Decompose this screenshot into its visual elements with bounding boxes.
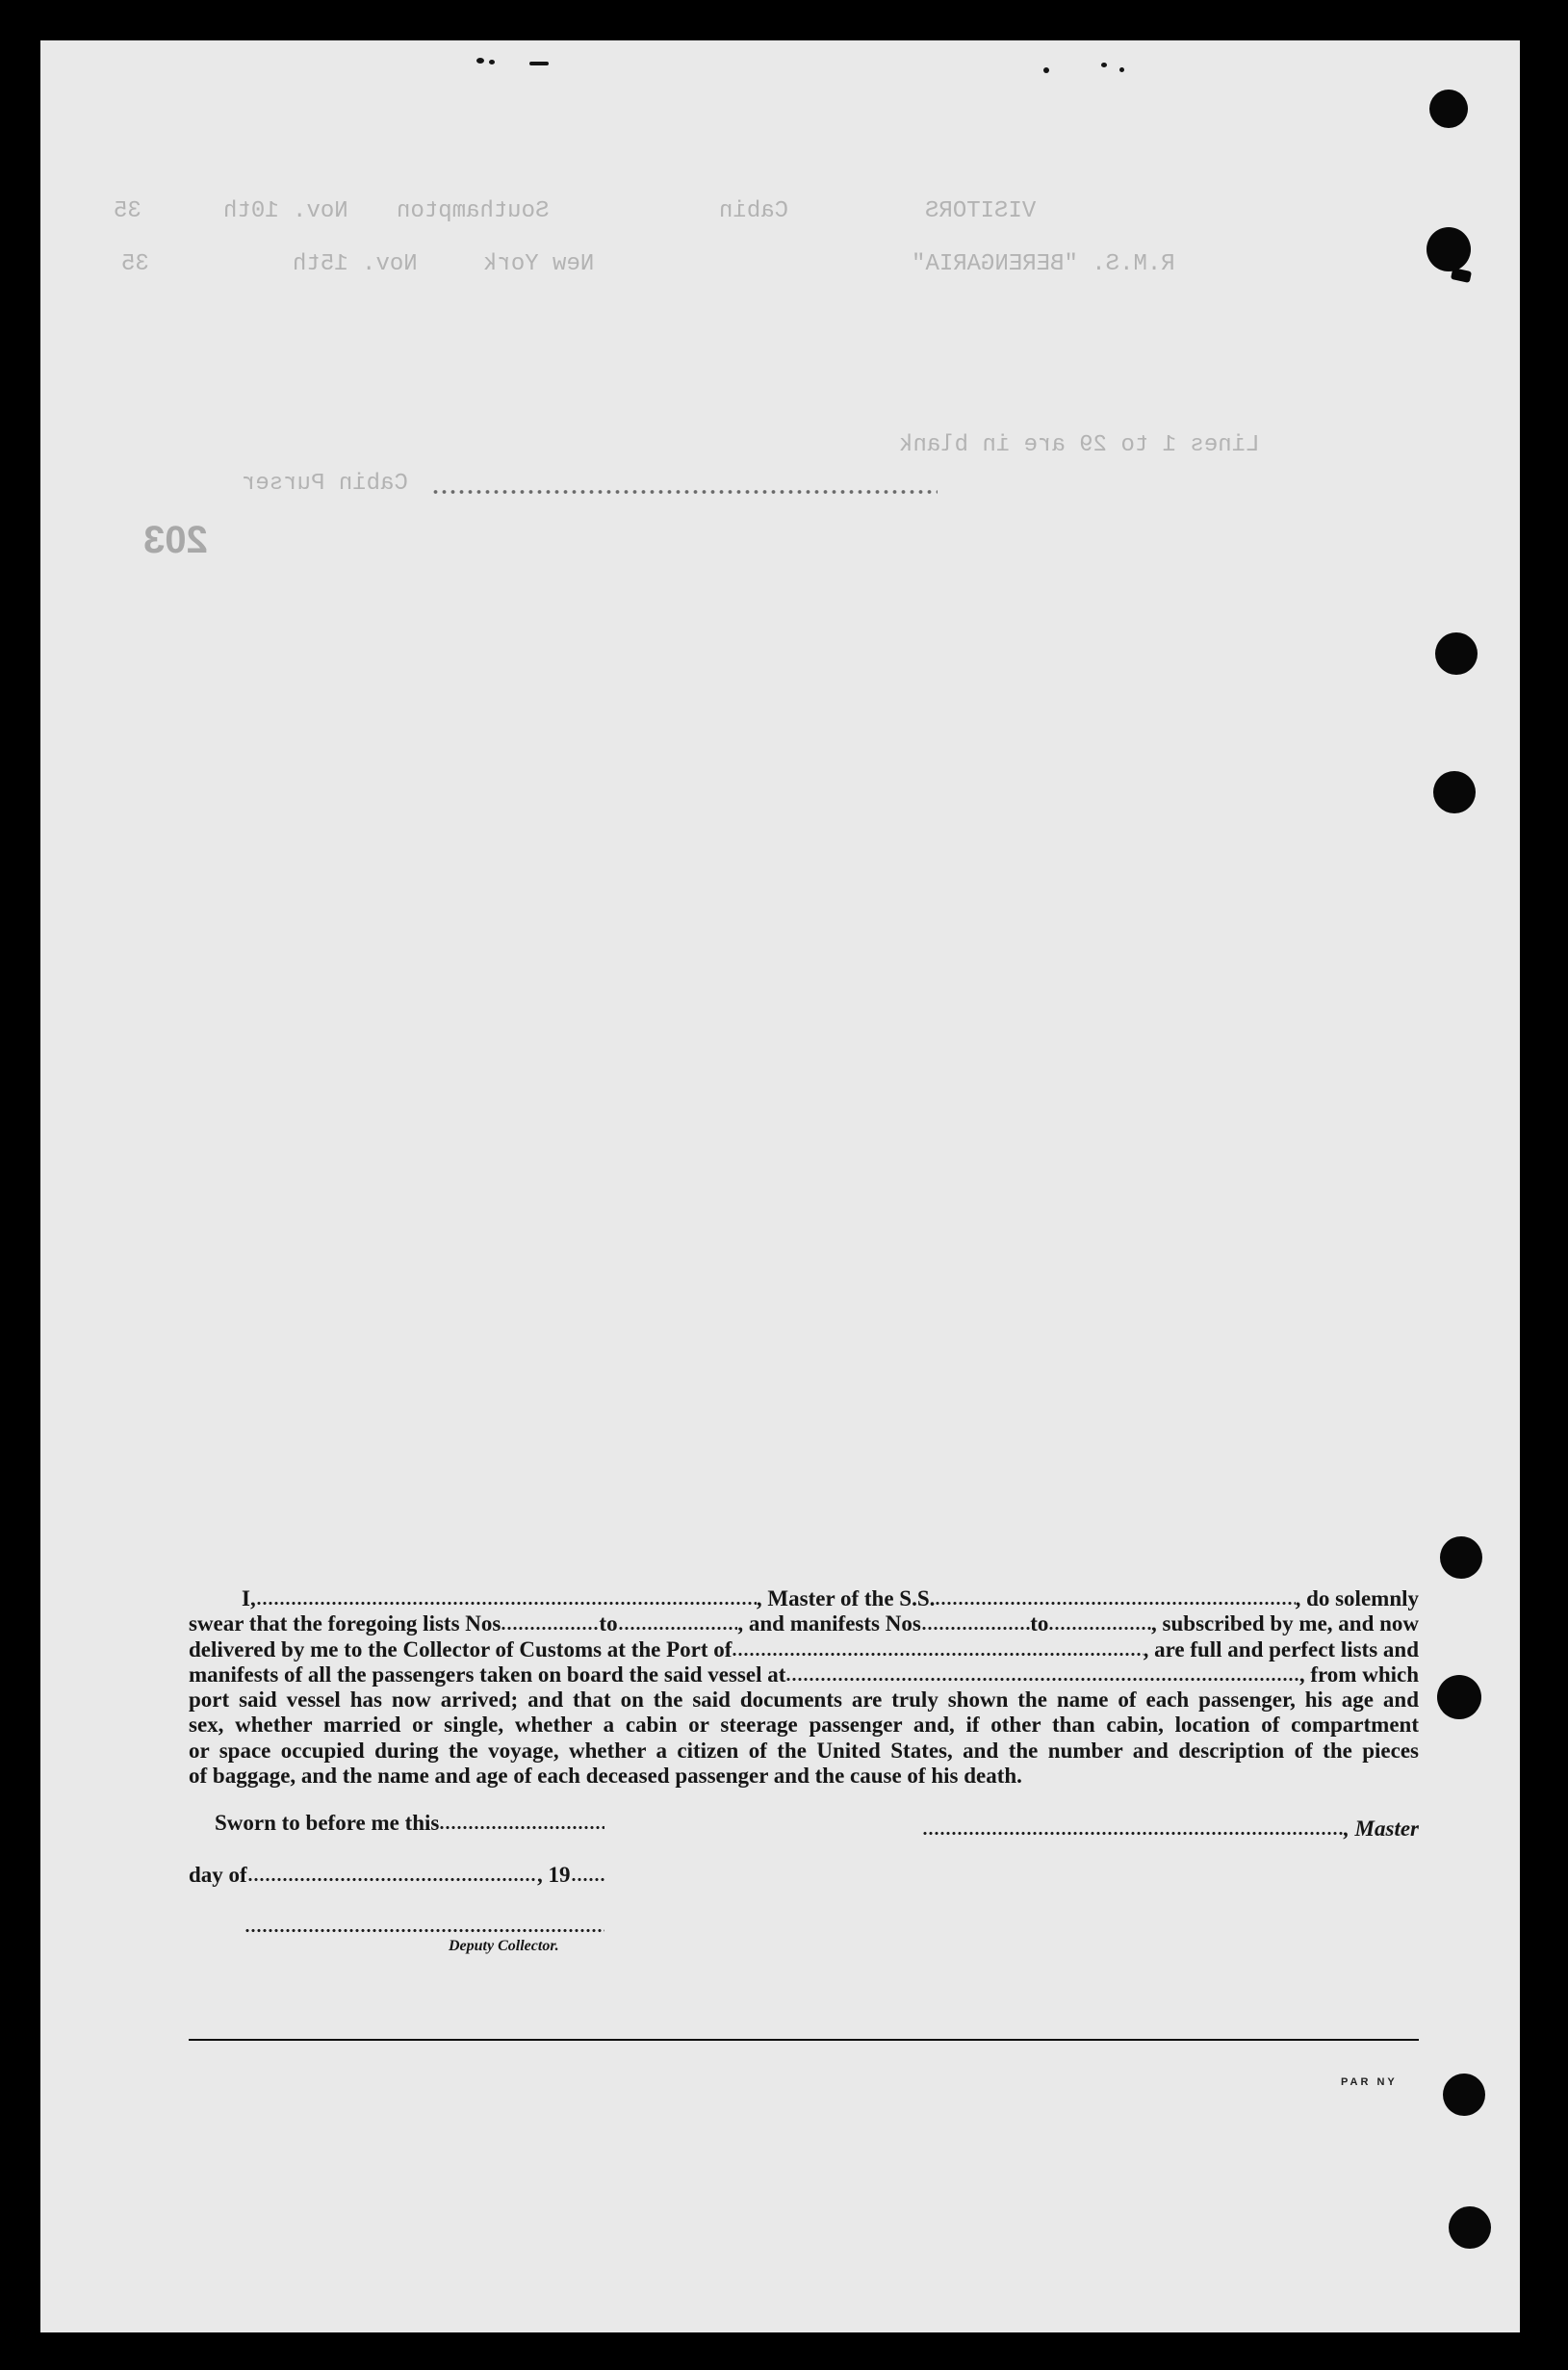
oath-text: delivered by me to the Collector of Customs at the Port of xyxy=(189,1636,733,1662)
bleed-signature-title: Cabin Purser xyxy=(242,471,408,497)
ink-speck xyxy=(476,58,484,64)
blank-field xyxy=(439,1816,604,1830)
ink-speck xyxy=(1119,67,1124,72)
oath-text: , Master of the S.S. xyxy=(756,1586,936,1610)
punch-hole xyxy=(1429,90,1468,128)
punch-hole xyxy=(1437,1675,1481,1719)
deputy-collector-label: Deputy Collector. xyxy=(449,1938,559,1954)
ink-speck xyxy=(1043,67,1049,73)
bleed-vessel-name: R.M.S. "BERENGARIA" xyxy=(912,251,1175,277)
punch-hole xyxy=(1449,2206,1491,2249)
punch-hole xyxy=(1427,227,1471,271)
paper-sheet xyxy=(40,40,1520,2332)
hole-tear xyxy=(1451,268,1472,283)
ink-speck xyxy=(1101,63,1107,67)
bleed-cabin: Cabin xyxy=(719,198,789,224)
oath-text: , subscribed by me, and now xyxy=(1151,1611,1420,1636)
bleed-departure-port: Southampton xyxy=(397,198,550,224)
master-signature-row xyxy=(922,1816,1419,1842)
horizontal-rule xyxy=(189,2039,1419,2041)
bleed-departure-date: Nov. 10th xyxy=(223,198,348,224)
punch-hole xyxy=(1433,771,1476,813)
oath-text: , do solemnly xyxy=(1295,1586,1419,1610)
oath-line xyxy=(189,1586,1419,1611)
oath-text: to xyxy=(1030,1611,1049,1636)
blank-field xyxy=(921,1617,1030,1631)
blank-field xyxy=(785,1668,1298,1682)
day-of-row xyxy=(189,1863,604,1888)
blank-field xyxy=(247,1868,537,1882)
oath-text: , and manifests Nos xyxy=(737,1611,921,1636)
punch-hole xyxy=(1435,632,1478,675)
blank-field xyxy=(618,1617,738,1631)
year-prefix: , 19 xyxy=(537,1863,571,1887)
bleed-page-number: 203 xyxy=(143,519,208,561)
ink-speck xyxy=(529,62,549,65)
master-oath xyxy=(189,1586,1419,1789)
oath-line: or space occupied during the voyage, whether a citizen of the United States, and the number and description of the pieces xyxy=(189,1738,1419,1763)
oath-line: sex, whether married or single, whether a cabin or steerage passenger and, if other than cabin, location of compartment xyxy=(189,1713,1419,1738)
blank-field xyxy=(501,1617,599,1631)
oath-text: , are full and perfect lists and xyxy=(1143,1636,1419,1662)
oath-text: manifests of all the passengers taken on board the said vessel at xyxy=(189,1662,786,1687)
punch-hole xyxy=(1440,1536,1482,1579)
deputy-signature-line xyxy=(244,1918,604,1933)
signature-line xyxy=(922,1822,1344,1836)
master-label: , Master xyxy=(1344,1816,1419,1841)
oath-line xyxy=(189,1662,1419,1687)
oath-line xyxy=(189,1611,1419,1636)
oath-line: of baggage, and the name and age of each deceased passenger and the cause of his death. xyxy=(189,1764,1022,1789)
oath-line xyxy=(189,1637,1419,1662)
bleed-year: 35 xyxy=(121,251,149,277)
blank-field xyxy=(256,1592,757,1606)
bleed-arrival-date: Nov. 15th xyxy=(293,251,418,277)
oath-text: I, xyxy=(242,1586,256,1610)
bleed-blank-note: Lines 1 to 29 are in blank xyxy=(899,432,1260,458)
blank-field xyxy=(732,1643,1143,1657)
oath-text: swear that the foregoing lists Nos xyxy=(189,1611,501,1636)
bleed-signature-dots xyxy=(431,489,938,495)
ink-speck xyxy=(489,60,495,64)
blank-field xyxy=(935,1592,1295,1606)
day-of-label: day of xyxy=(189,1863,247,1887)
sworn-label: Sworn to before me this xyxy=(215,1811,440,1835)
bleed-arrival-port: New York xyxy=(483,251,595,277)
punch-hole xyxy=(1443,2074,1485,2116)
bleed-year: 35 xyxy=(114,198,141,224)
bleed-class-label: VISITORS xyxy=(925,198,1037,224)
blank-field xyxy=(1048,1617,1151,1631)
oath-line: port said vessel has now arrived; and that on the said documents are truly shown the name of each passenger, his age and xyxy=(189,1687,1419,1713)
blank-field xyxy=(571,1868,604,1882)
printer-mark: PAR NY xyxy=(1341,2076,1398,2088)
oath-text: to xyxy=(599,1611,618,1636)
oath-text: , from which xyxy=(1298,1662,1419,1687)
sworn-before-row xyxy=(215,1811,604,1836)
